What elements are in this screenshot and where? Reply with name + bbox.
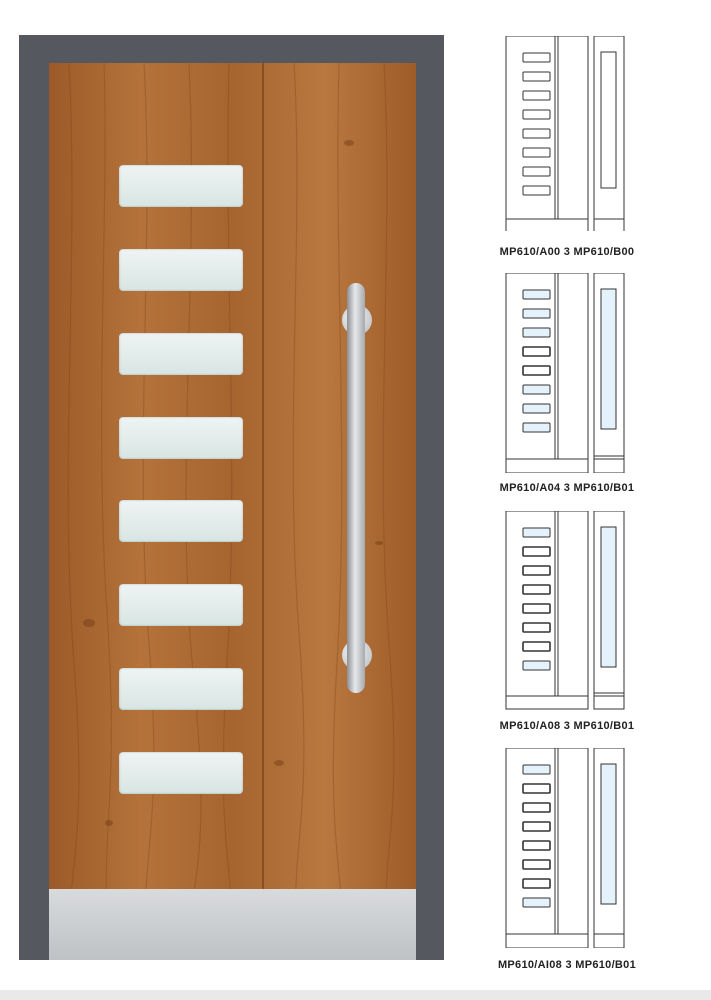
glass-slat (119, 668, 243, 710)
door-diagram-a08 (482, 511, 652, 711)
variant-caption: MP610/A04 3 MP610/B01 (499, 482, 635, 494)
glass-slat (119, 333, 243, 375)
kick-plate (49, 889, 416, 960)
variant-caption: MP610/A08 3 MP610/B01 (499, 720, 635, 732)
glass-slat (119, 417, 243, 459)
glass-slat (119, 500, 243, 542)
variant-caption: MP610/A00 3 MP610/B00 (499, 246, 635, 258)
bottom-strip (0, 990, 711, 1000)
glass-slat (119, 752, 243, 794)
door-diagram-a00 (482, 36, 652, 231)
variant-caption: MP610/AI08 3 MP610/B01 (497, 959, 637, 971)
wood-door-leaf (49, 63, 416, 960)
door-handle (347, 283, 365, 693)
glass-slat (119, 249, 243, 291)
glass-slat (119, 584, 243, 626)
door-diagram-a04 (482, 273, 652, 473)
glass-slat (119, 165, 243, 207)
door-diagram-ai08 (482, 748, 652, 948)
